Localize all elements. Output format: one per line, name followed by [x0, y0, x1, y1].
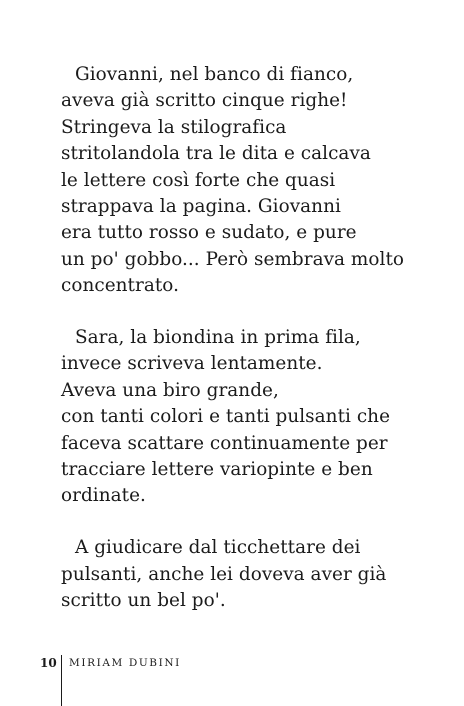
text-line: un po' gobbo... Però sembrava molto: [61, 248, 405, 270]
text-line: A giudicare dal ticchettare dei: [75, 537, 361, 559]
text-line: concentrato.: [61, 275, 179, 297]
text-line: Giovanni, nel banco di fianco,: [75, 64, 354, 85]
text-line: faceva scattare continuamente per: [61, 432, 388, 454]
paragraph-spacer: [61, 300, 441, 326]
running-head-author: MIRIAM DUBINI: [69, 657, 181, 669]
text-line: tracciare lettere variopinte e ben: [61, 458, 373, 480]
paragraph-sara: [61, 325, 441, 510]
text-line: Stringeva la stilografica: [61, 116, 287, 138]
page-body-text: [61, 62, 441, 614]
text-line: pulsanti, anche lei doveva aver già: [61, 563, 387, 585]
paragraph-pulsanti: [61, 535, 441, 614]
text-line: invece scriveva lentamente.: [61, 353, 323, 375]
paragraph-giovanni: [61, 62, 441, 300]
footer-vertical-rule: [61, 655, 62, 706]
paragraph-spacer: [61, 510, 441, 536]
text-line: scritto un bel po'.: [61, 590, 226, 612]
text-line: Sara, la biondina in prima fila,: [75, 327, 361, 349]
text-line: stritolandola tra le dita e calcava: [61, 143, 371, 165]
text-line: con tanti colori e tanti pulsanti che: [61, 406, 391, 428]
text-line: Aveva una biro grande,: [61, 379, 279, 401]
text-line: ordinate.: [61, 485, 146, 507]
text-line: era tutto rosso e sudato, e pure: [61, 222, 357, 244]
text-line: le lettere così forte che quasi: [61, 169, 336, 191]
text-line: strappava la pagina. Giovanni: [61, 195, 341, 217]
text-line: aveva già scritto cinque righe!: [61, 90, 348, 112]
page-number: 10: [40, 656, 57, 670]
